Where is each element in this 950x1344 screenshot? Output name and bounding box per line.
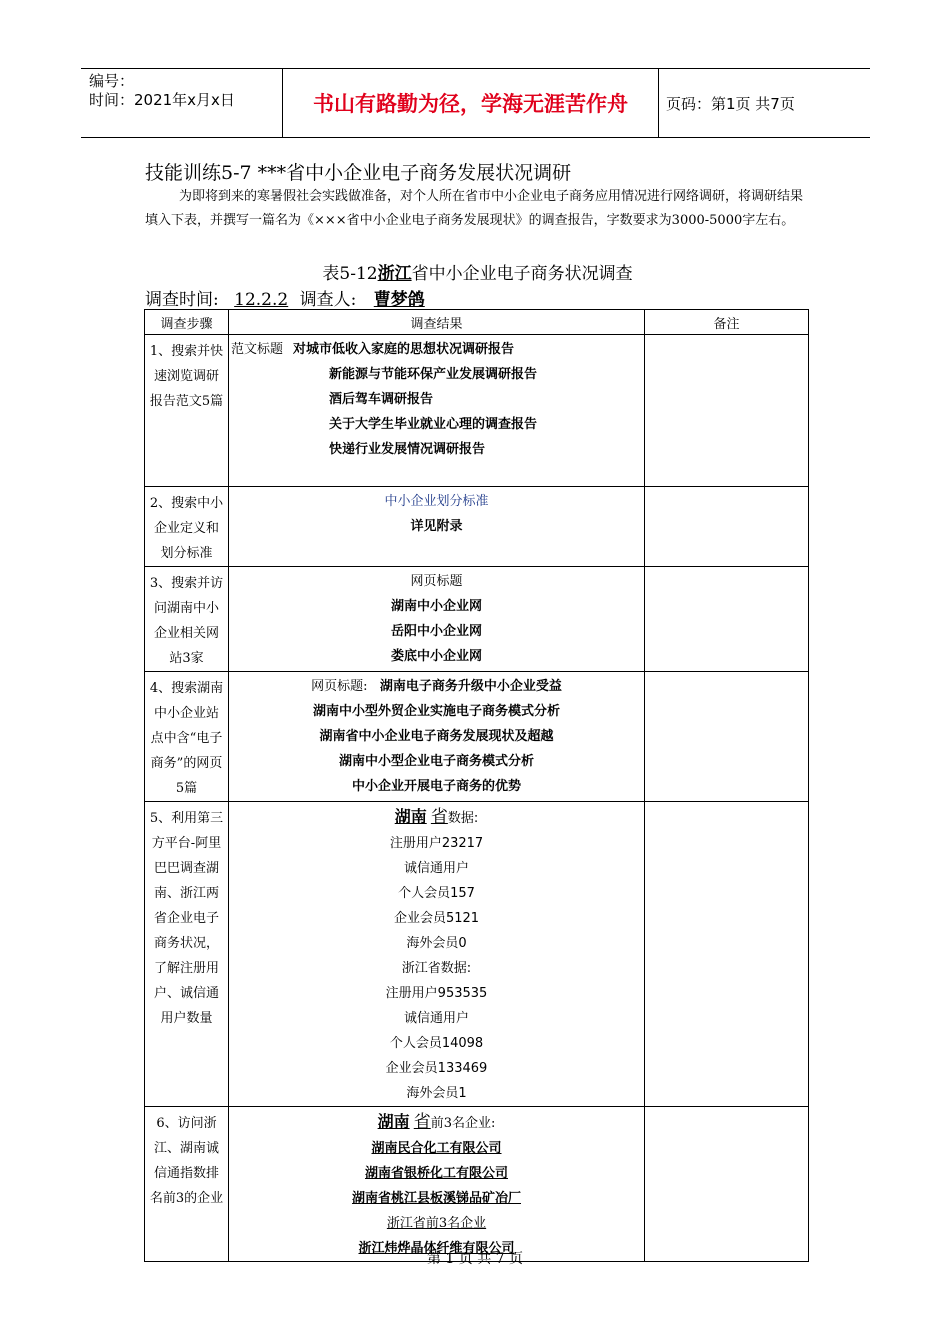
list-item: 企业会员133469 [385, 1061, 488, 1076]
survey-meta [145, 285, 439, 310]
list-item: 快递行业发展情况调研报告 [329, 442, 486, 457]
list-item: 海外会员0 [406, 936, 467, 951]
step-3: 3、搜索并访问湖南中小企业相关网站3家 [145, 567, 229, 672]
doc-title: 技能训练5-7 ***省中小企业电子商务发展状况调研 [145, 162, 572, 184]
list-item: 企业会员5121 [393, 911, 480, 926]
list-item: 酒后驾车调研报告 [329, 392, 434, 407]
intro-paragraph: 为即将到来的寒暑假社会实践做准备，对个人所在省市中小企业电子商务应用情况进行网络调研，将调研结果填入下表，并撰写一篇名为《×××省中小企业电子商务发展现状》的调查报告，字数要求为3000-5000字左右。 [145, 189, 804, 228]
table-caption [145, 259, 810, 284]
data-label: 数据: [447, 811, 479, 826]
header-result: 调查结果 [229, 310, 645, 335]
hunan-suffix: 省 [413, 1112, 431, 1132]
list-item: 湖南省桃江县板溪锑品矿冶厂 [351, 1191, 521, 1206]
note-3 [645, 567, 809, 672]
table-header-row [145, 310, 809, 335]
number-label: 编号： [89, 72, 135, 90]
result-6 [229, 1107, 645, 1262]
step-2: 2、搜索中小企业定义和划分标准 [145, 487, 229, 567]
list-item: 湖南省银桥化工有限公司 [364, 1166, 508, 1181]
page-title-label: 网页标题 [410, 574, 463, 589]
caption-suffix: 省中小企业电子商务状况调查 [411, 264, 633, 284]
note-5 [645, 802, 809, 1107]
zhejiang-label: 浙江省前3名企业 [386, 1216, 487, 1231]
page-header [81, 68, 870, 138]
appendix-note: 详见附录 [410, 519, 463, 534]
note-2 [645, 487, 809, 567]
motto: 书山有路勤为径，学海无涯苦作舟 [283, 69, 659, 137]
zhejiang-label: 浙江省数据: [401, 961, 472, 976]
page-title-label: 网页标题: [311, 679, 368, 694]
step-6: 6、访问浙江、湖南诚信通指数排名前3的企业 [145, 1107, 229, 1262]
caption-prefix: 表5-12 [322, 264, 378, 284]
step-4: 4、搜索湖南中小企业站点中含“电子商务”的网页5篇 [145, 672, 229, 802]
hunan-suffix: 省 [430, 807, 448, 827]
top3-label: 前3名企业: [430, 1116, 496, 1131]
list-item: 岳阳中小企业网 [390, 624, 482, 639]
time-value: 12.2.2 [234, 290, 289, 310]
note-6 [645, 1107, 809, 1262]
list-item: 诚信通用户 [403, 861, 469, 876]
hunan-name: 湖南 [394, 807, 427, 826]
list-item: 湖南中小型外贸企业实施电子商务模式分析 [312, 704, 560, 719]
list-item: 诚信通用户 [403, 1011, 469, 1026]
header-info [81, 69, 283, 137]
step-5: 5、利用第三方平台-阿里巴巴调查湖南、浙江两省企业电子商务状况，了解注册用户、诚信通用户数量 [145, 802, 229, 1107]
list-item: 湖南中小型企业电子商务模式分析 [338, 754, 534, 769]
note-4 [645, 672, 809, 802]
date-label: 时间：2021年x月x日 [89, 91, 235, 109]
list-item: 浙江炜烨晶体纤维有限公司 [358, 1241, 515, 1256]
table-row [145, 802, 809, 1107]
page-label: 页码：第1页 共7页 [666, 94, 795, 113]
list-item: 中小企业开展电子商务的优势 [351, 779, 521, 794]
result-3 [229, 567, 645, 672]
table-row [145, 487, 809, 567]
list-item: 个人会员14098 [389, 1036, 484, 1051]
list-item: 海外会员1 [406, 1086, 467, 1101]
table-row [145, 672, 809, 802]
note-1 [645, 335, 809, 487]
list-item: 湖南电子商务升级中小企业受益 [379, 679, 562, 694]
list-item: 湖南省中小企业电子商务发展现状及超越 [319, 729, 554, 744]
result-1 [229, 335, 645, 487]
list-item: 对城市低收入家庭的思想状况调研报告 [293, 342, 515, 357]
result-5 [229, 802, 645, 1107]
list-item: 湖南民合化工有限公司 [371, 1141, 502, 1156]
list-item: 关于大学生毕业就业心理的调查报告 [329, 417, 538, 432]
list-item: 新能源与节能环保产业发展调研报告 [329, 367, 538, 382]
sample-title-label: 范文标题 [231, 342, 284, 357]
result-4 [229, 672, 645, 802]
page-footer: 第 1 页 共 7 页 [426, 1251, 524, 1267]
time-label: 调查时间: [145, 290, 219, 310]
caption-province: 浙江 [377, 264, 412, 284]
list-item: 娄底中小企业网 [390, 649, 482, 664]
list-item: 注册用户23217 [389, 836, 484, 851]
survey-table [144, 309, 809, 1262]
standard-label: 中小企业划分标准 [384, 494, 489, 509]
header-note: 备注 [645, 310, 809, 335]
person-value: 曹梦鸽 [373, 290, 425, 310]
person-label: 调查人: [299, 290, 357, 310]
header-step: 调查步骤 [145, 310, 229, 335]
table-row [145, 1107, 809, 1262]
list-item: 湖南中小企业网 [390, 599, 482, 614]
list-item: 注册用户953535 [385, 986, 488, 1001]
hunan-name: 湖南 [377, 1112, 410, 1131]
step-1: 1、搜索并快速浏览调研报告范文5篇 [145, 335, 229, 487]
list-item: 个人会员157 [398, 886, 475, 901]
result-2 [229, 487, 645, 567]
table-row [145, 335, 809, 487]
table-row [145, 567, 809, 672]
